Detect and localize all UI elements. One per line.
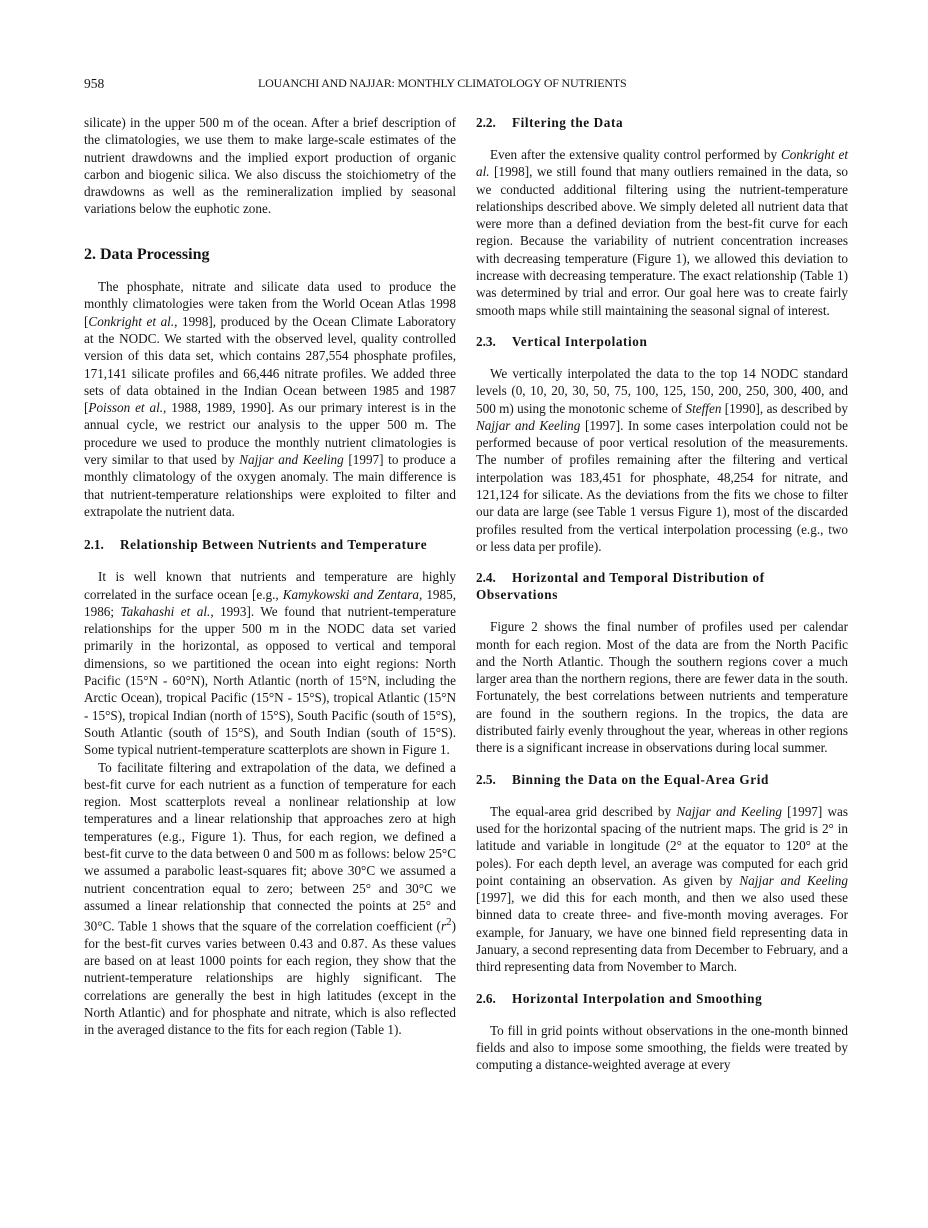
subsection-2-3-title: 2.3. Vertical Interpolation bbox=[476, 333, 648, 349]
right-column bbox=[476, 114, 848, 1073]
subsection-2-1-paragraph-2: To facilitate filtering and extrapolation of the data, we defined a best-fit curve for each nutrient as a function of temperature for each region. Most scatterplots reveal a nonlinear relationship at low temperatures and a linear relationship that approaches zero at high temperatures (e.g., Figure 1). Thus, for each region, we defined a best-fit curve to the data between 0 and 500 m as follows: below 25°C we assumed a parabolic least-squares fit; above 30°C we assumed a nutrient concentration equal to zero; between 25° and 30°C we assumed a linear relationship that connected the points at 25° and 30°C. Table 1 shows that the square of the correlation coefficient $(r^2)$ for the best-fit curves varies between 0.43 and 0.87. As these values are based on at least 1000 points for each region, they show that the nutrient-temperature relationships are highly significant. The correlations are generally the best in high latitudes (except in the North Atlantic) and for phosphate and nitrate, which is also reflected in the averaged distance to the fits for each region (Table 1). bbox=[84, 759, 456, 1038]
left-column bbox=[84, 114, 456, 1039]
citation: Najjar and Keeling bbox=[739, 872, 848, 888]
subsection-2-3-paragraph: We vertically interpolated the data to the top 14 NODC standard levels (0, 10, 20, 30, 50, 75, 100, 125, 150, 200, 250, 300, 400, and 500 m) using the monotonic scheme of Steffen [1990], as described by Najjar and Keeling [1997]. In some cases interpolation could not be performed because of poor vertical resolution of the measurements. The number of profiles remaining after the filtering and vertical interpolation was 183,451 for phosphate, 48,254 for nitrate, and 121,124 for silicate. As the deviations from the fits we chose to filter our data are large (see Table 1 versus Figure 1), most of the discarded profiles resulted from the vertical interpolation processing (e.g., two or less data per profile). bbox=[476, 365, 848, 554]
citation: Poisson et al. bbox=[88, 400, 164, 416]
citation: Takahashi et al. bbox=[120, 603, 211, 619]
citation: Conkright et al. bbox=[476, 147, 848, 180]
section-2-paragraph: The phosphate, nitrate and silicate data used to produce the monthly climatologies were taken from the World Ocean Atlas 1998 [Conkright et al., 1998], produced by the Ocean Climate Laboratory at the NODC. We started with the observed level, quality controlled version of this data set, which contains 287,554 phosphate profiles, 171,141 silicate profiles and 66,446 nitrate profiles. We added three sets of data obtained in the Indian Ocean between 1985 and 1987 [Poisson et al., 1988, 1989, 1990]. As our primary interest is in the annual cycle, we restrict our analysis to the upper 500 m. The procedure we used to produce the monthly nutrient climatologies is very similar to that used by Najjar and Keeling [1997] to produce a monthly climatology of the oxygen anomaly. The main difference is that nutrient-temperature relationships were exploited to filter and extrapolate the nutrient data. bbox=[84, 279, 457, 519]
running-header: LOUANCHI AND NAJJAR: MONTHLY CLIMATOLOGY OF NUTRIENTS bbox=[258, 76, 627, 90]
subsection-2-4-paragraph: Figure 2 shows the final number of profiles used per calendar month for each region. Most of the data are from the North Pacific and the North Atlantic. Though the southern regions cover a much larger area than the northern regions, there are fewer data in the south. Fortunately, the best correlations between nutrients and temperature are found in the southern regions. In the tropics, the data are distributed fairly evenly throughout the year, whereas in other regions there is a significant increase in observations during local summer. bbox=[476, 619, 848, 756]
citation: Najjar and Keeling bbox=[676, 803, 782, 819]
subsection-2-2-paragraph: Even after the extensive quality control performed by Conkright et al. [1998], we still found that many outliers remained in the data, so we conducted additional filtering using the nutrient-temperature relationships described above. We simply deleted all nutrient data that were more than a defined deviation from the best-fit curve for each region. Because the variability of nutrient concentration increases with decreasing temperature (Figure 1), we allowed this deviation to increase with decreasing temperature. The exact relationship (Table 1) was determined by trial and error. Our goal here was to create fairly smooth maps while still maintaining the seasonal signal of interest. bbox=[476, 147, 848, 318]
subsection-2-1-title: 2.1. Relationship Between Nutrients and Temperature bbox=[84, 537, 428, 553]
citation: Najjar and Keeling bbox=[476, 417, 581, 433]
subsection-2-2-title: 2.2. Filtering the Data bbox=[476, 115, 624, 130]
subsection-2-4-title: 2.4. Horizontal and Temporal Distribution of Observations bbox=[476, 570, 765, 603]
intro-paragraph: silicate) in the upper 500 m of the ocean. After a brief description of the climatologies, we use them to make large-scale estimates of the nutrient drawdowns and the implied export production of organic carbon and biogenic silica. We also discuss the stoichiometry of the drawdowns as well as the remineralization implied by seasonal variations below the euphotic zone. bbox=[84, 115, 456, 217]
subsection-2-6-paragraph: To fill in grid points without observations in the one-month binned fields and also to impose some smoothing, the fields were treated by computing a distance-weighted average at every bbox=[476, 1022, 848, 1073]
citation: Conkright et al. bbox=[88, 313, 175, 329]
page-number: 958 bbox=[84, 76, 105, 91]
subsection-2-6-title: 2.6. Horizontal Interpolation and Smoothing bbox=[476, 990, 763, 1006]
citation: Steffen bbox=[685, 400, 722, 416]
subsection-2-1-paragraph-1: It is well known that nutrients and temperature are highly correlated in the surface ocean [e.g., Kamykowski and Zentara, 1985, 1986; Takahashi et al., 1993]. We found that nutrient-temperature relationships for the upper 500 m in the NODC data set varied primarily in the horizontal, as opposed to vertical and temporal dimensions, so we partitioned the ocean into eight regions: North Pacific (15°N - 60°N), North Atlantic (north of 15°N, including the Arctic Ocean), tropical Pacific (15°N - 15°S), tropical Atlantic (15°N - 15°S), tropical Indian (north of 15°S), South Pacific (south of 15°S), South Atlantic (south of 15°S), and South Indian (south of 15°S). Some typical nutrient-temperature scatterplots are shown in Figure 1. bbox=[84, 569, 456, 758]
subsection-2-5-title: 2.5. Binning the Data on the Equal-Area Grid bbox=[476, 771, 769, 787]
citation: Kamykowski and Zentara bbox=[282, 586, 419, 602]
section-2-title: 2. Data Processing bbox=[84, 245, 210, 263]
subsection-2-5-paragraph: The equal-area grid described by Najjar and Keeling [1997] was used for the horizontal spacing of the nutrient maps. The grid is 2° in latitude and variable in longitude (2° at the equator to 120° at the poles). For each depth level, an average was computed for each grid point containing an observation. As given by Najjar and Keeling [1997], we did this for each month, and then we also used these binned data to create three- and five-month moving averages. For example, for January, we have one binned field representing data in January, a second representing data from December to February, and a third representing data from November to March. bbox=[476, 803, 848, 975]
citation: Najjar and Keeling bbox=[239, 452, 344, 468]
